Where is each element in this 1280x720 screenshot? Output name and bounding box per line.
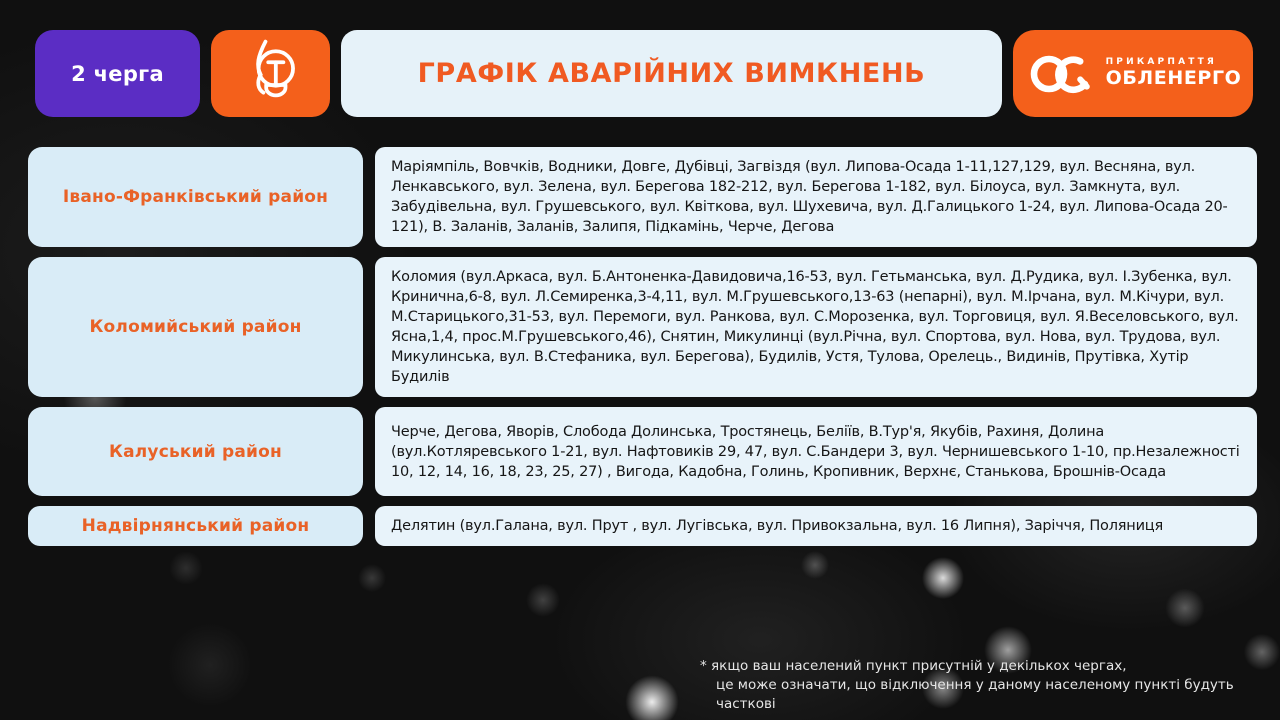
footnote bbox=[700, 657, 1280, 714]
bulb-tile bbox=[211, 30, 330, 117]
table-row bbox=[28, 257, 1257, 397]
settlements-card bbox=[375, 506, 1257, 546]
footnote-line-1: * якщо ваш населений пункт присутній у декількох чергах, bbox=[700, 658, 1127, 674]
settlements-card bbox=[375, 147, 1257, 247]
district-name: Надвірнянський район bbox=[81, 516, 310, 536]
district-label-ivano-frankivskyi bbox=[28, 147, 363, 247]
brand-name-company: ОБЛЕНЕРГО bbox=[1105, 66, 1242, 89]
oblenergo-oe-logo-icon bbox=[1025, 50, 1097, 98]
brand-name bbox=[1106, 57, 1242, 89]
queue-badge-label: 2 черга bbox=[71, 61, 164, 86]
header bbox=[35, 30, 1253, 117]
table-row bbox=[28, 407, 1257, 496]
district-label-kaluskyi bbox=[28, 407, 363, 496]
settlements-card bbox=[375, 407, 1257, 496]
district-label-nadvirnianskyi bbox=[28, 506, 363, 546]
page-title: ГРАФІК АВАРІЙНИХ ВИМКНЕНЬ bbox=[417, 58, 926, 89]
title-card bbox=[341, 30, 1002, 117]
table-row bbox=[28, 506, 1257, 546]
district-rows bbox=[28, 147, 1257, 546]
brand-name-region: ПРИКАРПАТТЯ bbox=[1105, 57, 1218, 68]
settlements-text: Коломия (вул.Аркаса, вул. Б.Антоненка-Давидовича,16-53, вул. Гетьманська, вул. Д.Рудика, вул. І.Зубенка, вул. Кринична,6-8, вул. Л.Семиренка,3-4,11, вул. М.Грушевського,13-63 (непарні), вул. М.Ірчана, вул. М.Кічури, вул. М.Старицького,31-53, вул. Перемоги, вул. Ранкова, вул. С.Морозенка, вул. Торговиця, вул. Я.Веселовського, вул. Ясна,1,4, прос.М.Грушевського,46), Снятин, Микулинці (вул.Річна, вул. Спортова, вул. Нова, вул. Трудова, вул. Микулинська, вул. В.Стефаника, вул. Берегова), Будилів, Устя, Тулова, Орелець., Видинів, Прутівка, Хутір Будилів bbox=[391, 269, 1239, 385]
settlements-text: Делятин (вул.Галана, вул. Прут , вул. Лугівська, вул. Привокзальна, вул. 16 Липня), Заріччя, Поляниця bbox=[391, 518, 1163, 534]
district-label-kolomyiskyi bbox=[28, 257, 363, 397]
brand-logo-card bbox=[1013, 30, 1253, 117]
table-row bbox=[28, 147, 1257, 247]
district-name: Коломийський район bbox=[89, 317, 302, 337]
district-name: Калуський район bbox=[109, 441, 282, 462]
settlements-card bbox=[375, 257, 1257, 397]
settlements-text: Черче, Дегова, Яворів, Слобода Долинська, Тростянець, Беліїв, В.Тур'я, Якубів, Рахиня, Долина (вул.Котляревського 1-21, вул. Нафтовиків 29, 47, вул. С.Бандери 3, вул. Чернишевського 1-10, пр.Незалежності 10, 12, 14, 16, 18, 23, 25, 27) , Вигода, Кадобна, Голинь, Кропивник, Верхнє, Станькова, Брошнів-Осада bbox=[391, 423, 1240, 480]
lightbulb-icon bbox=[240, 37, 302, 111]
queue-badge bbox=[35, 30, 200, 117]
district-name: Івано-Франківський район bbox=[62, 187, 329, 207]
settlements-text: Маріямпіль, Вовчків, Водники, Довге, Дубівці, Загвіздя (вул. Липова-Осада 1-11,127,129, вул. Весняна, вул. Ленкавського, вул. Зелена, вул. Берегова 182-212, вул. Берегова 1-182, вул. Білоуса, вул. Замкнута, вул. Забудівельна, вул. Грушевського, вул. Квіткова, вул. Шухевича, вул. Д.Галицького 1-24, вул. Липова-Осада 20-121), В. Заланів, Заланів, Залипя, Підкамінь, Черче, Дегова bbox=[391, 159, 1228, 235]
footnote-line-2: це може означати, що відключення у даному населеному пункті будуть часткові bbox=[716, 677, 1234, 712]
